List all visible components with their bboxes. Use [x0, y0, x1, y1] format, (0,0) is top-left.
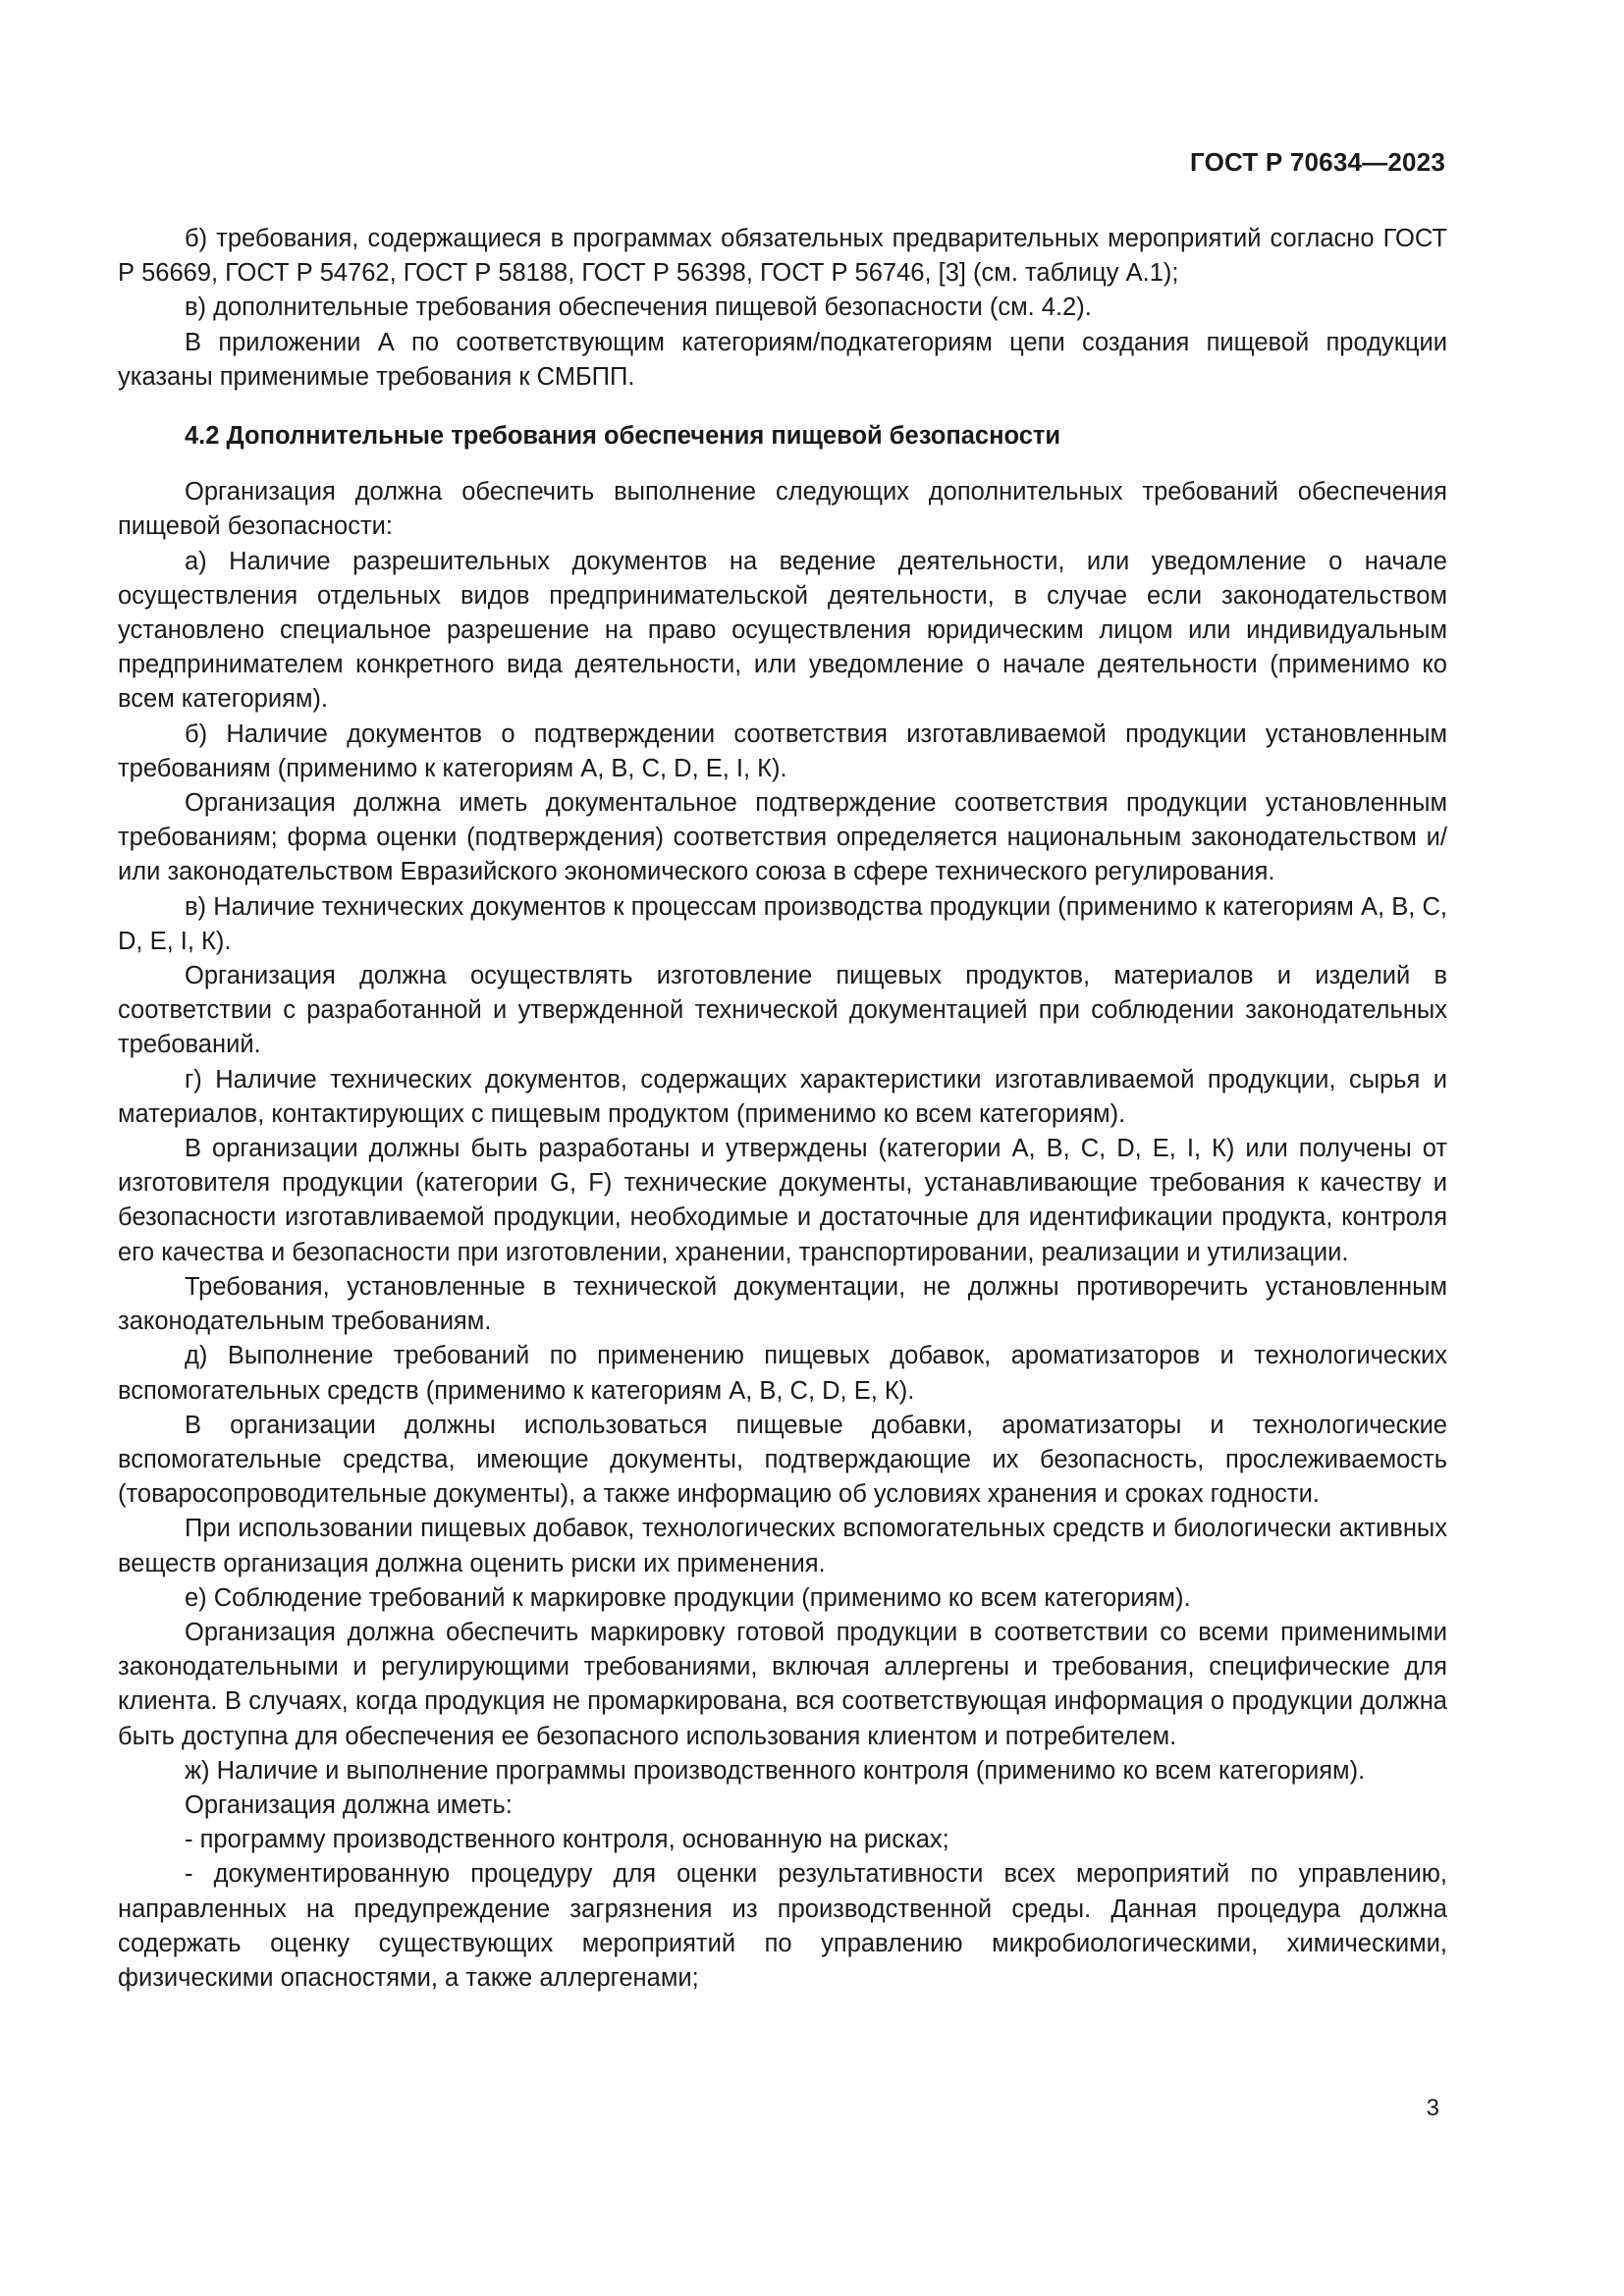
paragraph: а) Наличие разрешительных документов на ведение деятельности, или уведомление о начале осуществления отдельных видов предпринимательской деятельности, в случае если законодательством установлено специальное разрешение на право осуществления юридическим лицом или индивидуальным предпринимателем конкретного вида деятельности, или уведомление о начале деятельности (применимо ко всем категориям). [118, 547, 1447, 714]
paragraph: б) Наличие документов о подтверждении соответствия изготавливаемой продукции установленным требованиям (применимо к категориям А, В, С, D, Е, I, К). [118, 720, 1447, 782]
paragraph: Организация должна иметь: [185, 1790, 513, 1819]
paragraph: Организация должна осуществлять изготовление пищевых продуктов, материалов и изделий в соответствии с разработанной и утвержденной технической документацией при соблюдении законодательных требований. [118, 962, 1447, 1059]
paragraph: - программу производственного контроля, основанную на рисках; [185, 1826, 949, 1854]
paragraph: ж) Наличие и выполнение программы производственного контроля (применимо ко всем категориям). [185, 1756, 1366, 1785]
paragraph: Организация должна иметь документальное подтверждение соответствия продукции установленным требованиям; форма оценки (подтверждения) соответствия определяется национальным законодательством и/или законодательством Евразийского экономического союза в сфере технического регулирования. [118, 789, 1447, 886]
paragraph: Требования, установленные в технической документации, не должны противоречить установленным законодательным требованиям. [118, 1272, 1447, 1336]
paragraph: В организации должны использоваться пищевые добавки, ароматизаторы и технологические вспомогательные средства, имеющие документы, подтверждающие их безопасность, прослеживаемость (товаросопроводительные документы), а также информацию об условиях хранения и сроках годности. [118, 1411, 1447, 1509]
paragraph: Организация должна обеспечить выполнение следующих дополнительных требований обеспечения пищевой безопасности: [118, 478, 1447, 541]
paragraph: В приложении А по соответствующим категориям/подкатегориям цепи создания пищевой продукции указаны применимые требования к СМБПП. [118, 328, 1447, 391]
paragraph: в) дополнительные требования обеспечения пищевой безопасности (см. 4.2). [185, 294, 1092, 322]
paragraph: е) Соблюдение требований к маркировке продукции (применимо ко всем категориям). [185, 1583, 1191, 1612]
page-number: 3 [1426, 2095, 1439, 2121]
paragraph: б) требования, содержащиеся в программах обязательных предварительных мероприятий согласно ГОСТ Р 56669, ГОСТ Р 54762, ГОСТ Р 58188, ГОСТ Р 56398, ГОСТ Р 56746, [3] (см. таблицу А.1); [118, 225, 1447, 288]
paragraph: В организации должны быть разработаны и утверждены (категории А, В, С, D, Е, I, К) или получены от изготовителя продукции (категории G, F) технические документы, устанавливающие требования к качеству и безопасности изготавливаемой продукции, необходимые и достаточные для идентификации продукта, контроля его качества и безопасности при изготовлении, хранении, транспортировании, реализации и утилизации. [118, 1135, 1447, 1266]
paragraph: При использовании пищевых добавок, технологических вспомогательных средств и биологически активных веществ организация должна оценить риски их применения. [118, 1515, 1447, 1577]
paragraph: в) Наличие технических документов к процессам производства продукции (применимо к категориям А, В, С, D, Е, I, К). [118, 892, 1447, 955]
section-heading: 4.2 Дополнительные требования обеспечения пищевой безопасности [185, 422, 1061, 451]
paragraph: д) Выполнение требований по применению пищевых добавок, ароматизаторов и технологических вспомогательных средств (применимо к категориям А, В, С, D, Е, К). [118, 1342, 1447, 1405]
page-body [118, 222, 1447, 1996]
paragraph: Организация должна обеспечить маркировку готовой продукции в соответствии со всеми применимыми законодательными и регулирующими требованиями, включая аллергены и требования, специфические для клиента. В случаях, когда продукция не промаркирована, вся соответствующая информация о продукции должна быть доступна для обеспечения ее безопасного использования клиентом и потребителем. [118, 1618, 1447, 1750]
document-code: ГОСТ Р 70634—2023 [1190, 147, 1445, 177]
paragraph: - документированную процедуру для оценки результативности всех мероприятий по управлению, направленных на предупреждение загрязнения из производственной среды. Данная процедура должна содержать оценку существующих мероприятий по управлению микробиологическими, химическими, физическими опасностями, а также аллергенами; [118, 1860, 1447, 1992]
paragraph: г) Наличие технических документов, содержащих характеристики изготавливаемой продукции, сырья и материалов, контактирующих с пищевым продуктом (применимо ко всем категориям). [118, 1065, 1447, 1128]
